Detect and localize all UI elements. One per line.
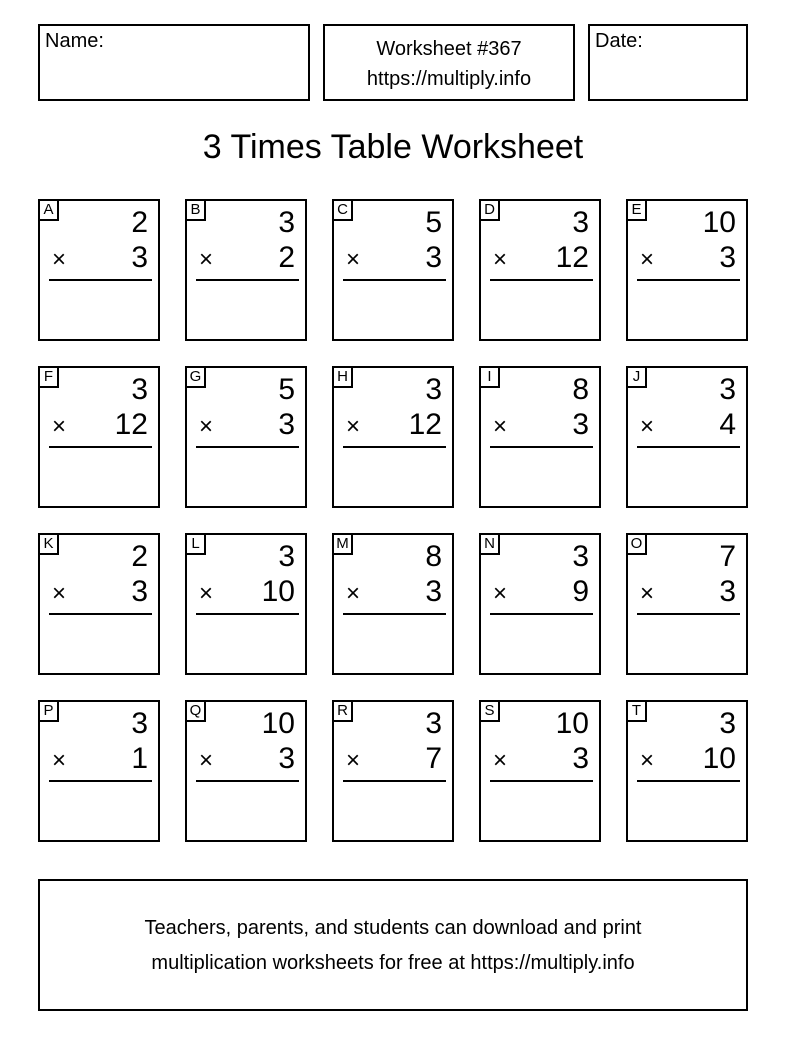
multiplier: 10 [702,742,736,775]
multiplier: 3 [425,575,442,608]
multiply-sign: × [199,580,214,607]
multiply-sign: × [493,580,508,607]
problem-card [38,700,160,842]
problem-card [479,199,601,341]
multiplier: 3 [719,241,736,274]
problem-card [185,366,307,508]
problem-letter: R [332,700,353,722]
problem-letter: Q [185,700,206,722]
multiply-sign: × [493,413,508,440]
multiplier: 3 [278,408,295,441]
multiplicand: 3 [131,707,148,740]
answer-line [343,279,446,281]
answer-line [637,446,740,448]
problem-letter: P [38,700,59,722]
multiply-sign: × [199,413,214,440]
problem-card [626,533,748,675]
multiplicand: 3 [278,206,295,239]
multiply-sign: × [640,246,655,273]
problem-letter: D [479,199,500,221]
multiplicand: 2 [131,540,148,573]
multiplier: 12 [114,408,148,441]
multiplicand: 8 [572,373,589,406]
problem-card [332,533,454,675]
answer-space[interactable] [193,452,299,502]
answer-line [196,613,299,615]
multiplier: 3 [131,575,148,608]
problem-letter: A [38,199,59,221]
multiply-sign: × [640,747,655,774]
problem-letter: G [185,366,206,388]
multiplicand: 5 [425,206,442,239]
multiply-sign: × [346,580,361,607]
answer-line [637,780,740,782]
multiply-sign: × [52,413,67,440]
multiplicand: 2 [131,206,148,239]
multiplier: 3 [131,241,148,274]
problem-card [626,366,748,508]
answer-space[interactable] [340,452,446,502]
multiplicand: 10 [555,707,589,740]
problem-letter: F [38,366,59,388]
answer-line [49,279,152,281]
answer-space[interactable] [487,285,593,335]
multiply-sign: × [346,413,361,440]
footer-line-2: multiplication worksheets for free at https://multiply.info [151,952,635,974]
problem-letter: O [626,533,647,555]
problem-card [479,700,601,842]
answer-space[interactable] [487,786,593,836]
answer-space[interactable] [46,285,152,335]
multiply-sign: × [346,747,361,774]
problem-letter: B [185,199,206,221]
answer-line [196,446,299,448]
multiply-sign: × [52,246,67,273]
multiplicand: 10 [702,206,736,239]
problem-card [479,533,601,675]
problem-letter: M [332,533,353,555]
page-title: 3 Times Table Worksheet [202,128,584,166]
answer-line [637,613,740,615]
multiplier: 3 [572,742,589,775]
answer-line [196,279,299,281]
multiplier: 9 [572,575,589,608]
multiplier: 2 [278,241,295,274]
answer-line [343,780,446,782]
answer-line [490,780,593,782]
multiply-sign: × [346,246,361,273]
multiply-sign: × [640,413,655,440]
answer-space[interactable] [340,786,446,836]
multiplier: 4 [719,408,736,441]
multiplier: 3 [278,742,295,775]
answer-space[interactable] [340,619,446,669]
problem-card [185,700,307,842]
multiplicand: 7 [719,540,736,573]
problem-card [38,366,160,508]
multiply-sign: × [199,246,214,273]
problem-card [38,199,160,341]
problem-card [479,366,601,508]
worksheet-number: Worksheet #367 [376,38,522,60]
answer-line [637,279,740,281]
problem-card [185,533,307,675]
footer-line-1: Teachers, parents, and students can download and print [144,917,642,939]
multiplier: 3 [425,241,442,274]
multiplicand: 10 [261,707,295,740]
multiplicand: 3 [425,707,442,740]
problem-letter: T [626,700,647,722]
problem-card [332,366,454,508]
footer-box [38,879,748,1011]
answer-space[interactable] [487,452,593,502]
answer-space[interactable] [46,786,152,836]
problem-card [332,199,454,341]
problem-letter: L [185,533,206,555]
answer-space[interactable] [634,786,740,836]
multiplicand: 5 [278,373,295,406]
multiplier: 7 [425,742,442,775]
answer-space[interactable] [193,786,299,836]
problem-letter: N [479,533,500,555]
problem-letter: J [626,366,647,388]
multiplicand: 3 [572,206,589,239]
problem-letter: S [479,700,500,722]
answer-space[interactable] [340,285,446,335]
problem-card [38,533,160,675]
multiplicand: 3 [425,373,442,406]
multiplicand: 3 [719,373,736,406]
multiplicand: 3 [278,540,295,573]
multiplicand: 3 [719,707,736,740]
answer-line [196,780,299,782]
answer-space[interactable] [193,285,299,335]
problem-letter: C [332,199,353,221]
multiply-sign: × [52,580,67,607]
multiplier: 10 [261,575,295,608]
problem-card [626,700,748,842]
problem-letter: K [38,533,59,555]
answer-line [490,613,593,615]
date-label: Date: [595,30,643,52]
answer-line [343,613,446,615]
problem-letter: I [479,366,500,388]
answer-line [49,446,152,448]
multiplier: 3 [572,408,589,441]
answer-space[interactable] [46,619,152,669]
multiply-sign: × [52,747,67,774]
answer-line [490,446,593,448]
answer-line [49,780,152,782]
multiplier: 12 [555,241,589,274]
problem-card [626,199,748,341]
answer-space[interactable] [487,619,593,669]
answer-line [490,279,593,281]
name-label: Name: [45,30,104,52]
answer-space[interactable] [193,619,299,669]
problem-letter: E [626,199,647,221]
answer-space[interactable] [634,285,740,335]
multiplicand: 8 [425,540,442,573]
answer-line [49,613,152,615]
problem-letter: H [332,366,353,388]
multiplicand: 3 [572,540,589,573]
multiply-sign: × [493,246,508,273]
answer-space[interactable] [634,619,740,669]
multiplier: 12 [408,408,442,441]
worksheet-url: https://multiply.info [366,68,532,90]
multiplier: 1 [131,742,148,775]
problem-card [185,199,307,341]
answer-space[interactable] [46,452,152,502]
multiplicand: 3 [131,373,148,406]
multiply-sign: × [493,747,508,774]
answer-space[interactable] [634,452,740,502]
answer-line [343,446,446,448]
multiply-sign: × [199,747,214,774]
multiply-sign: × [640,580,655,607]
problem-card [332,700,454,842]
multiplier: 3 [719,575,736,608]
